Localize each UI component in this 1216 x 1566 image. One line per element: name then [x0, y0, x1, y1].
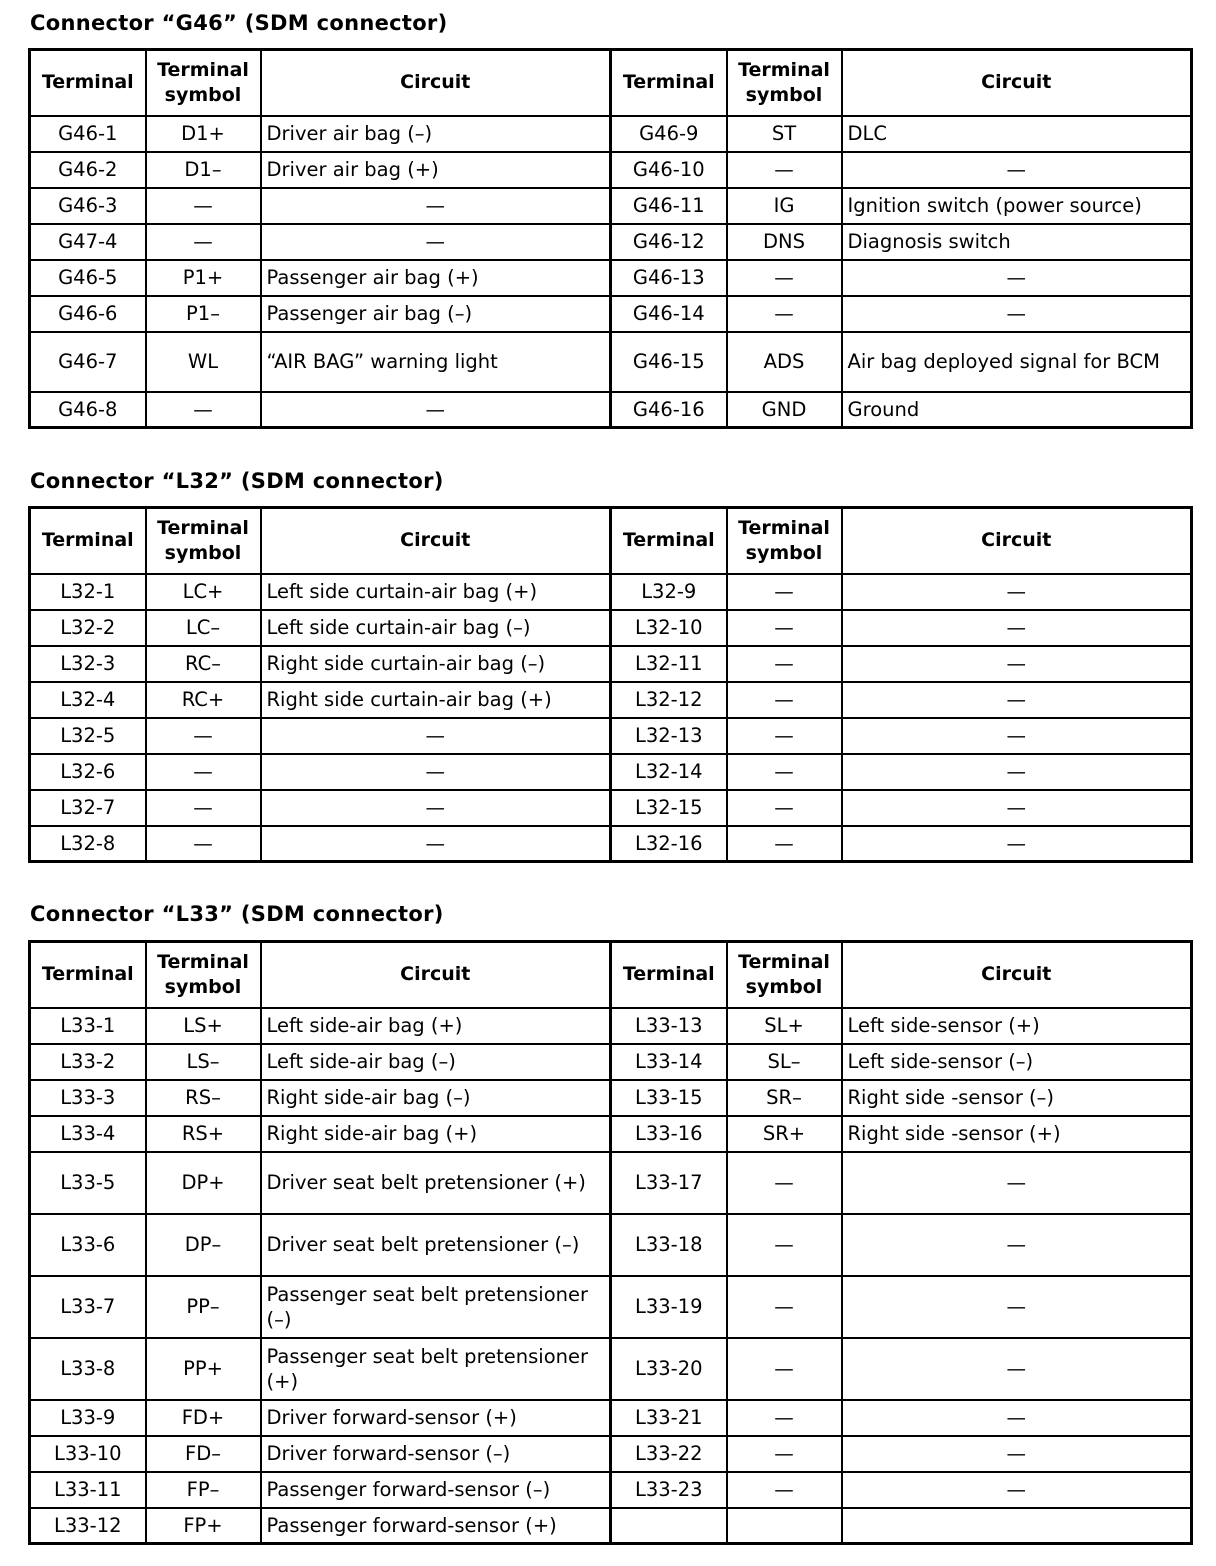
circuit-cell: Left side curtain-air bag (+): [261, 574, 611, 610]
circuit-cell: Right side-air bag (+): [261, 1116, 611, 1152]
circuit-cell: Ground: [842, 392, 1192, 428]
circuit-cell: Passenger air bag (–): [261, 296, 611, 332]
circuit-header: Circuit: [842, 942, 1192, 1008]
circuit-cell: DLC: [842, 116, 1192, 152]
terminal-cell: G46-11: [611, 188, 727, 224]
circuit-cell: —: [842, 1436, 1192, 1472]
terminal-symbol-cell: FD+: [146, 1400, 261, 1436]
terminal-symbol-cell: IG: [727, 188, 842, 224]
table-row: [30, 1508, 1192, 1544]
terminal-cell: L33-7: [30, 1276, 146, 1338]
terminal-symbol-cell: SR–: [727, 1080, 842, 1116]
table-row: [30, 392, 1192, 428]
table-row: [30, 826, 1192, 862]
terminal-symbol-cell: D1+: [146, 116, 261, 152]
table-row: [30, 682, 1192, 718]
terminal-symbol-cell: LC+: [146, 574, 261, 610]
circuit-cell: Right side-air bag (–): [261, 1080, 611, 1116]
terminal-symbol-cell: FP+: [146, 1508, 261, 1544]
terminal-symbol-cell: —: [727, 296, 842, 332]
terminal-cell: L32-4: [30, 682, 146, 718]
terminal-cell: L33-3: [30, 1080, 146, 1116]
g46-title: Connector “G46” (SDM connector): [30, 11, 448, 35]
circuit-cell: —: [261, 754, 611, 790]
terminal-header: Terminal: [30, 508, 146, 574]
terminal-cell: L32-6: [30, 754, 146, 790]
circuit-cell: Passenger seat belt pretensioner (–): [261, 1276, 611, 1338]
terminal-header: Terminal: [611, 508, 727, 574]
terminal-cell: L33-13: [611, 1008, 727, 1044]
circuit-header: Circuit: [261, 508, 611, 574]
terminal-symbol-cell: FD–: [146, 1436, 261, 1472]
circuit-cell: Driver seat belt pretensioner (–): [261, 1214, 611, 1276]
terminal-symbol-cell: —: [146, 224, 261, 260]
table-row: [30, 1116, 1192, 1152]
circuit-cell: —: [842, 1400, 1192, 1436]
terminal-symbol-cell: RC–: [146, 646, 261, 682]
circuit-cell: —: [842, 826, 1192, 862]
terminal-symbol-cell: —: [727, 826, 842, 862]
table-row: [30, 1276, 1192, 1338]
terminal-symbol-cell: DP–: [146, 1214, 261, 1276]
terminal-symbol-cell: —: [727, 1400, 842, 1436]
table-row: [30, 224, 1192, 260]
terminal-cell: L33-20: [611, 1338, 727, 1400]
terminal-symbol-cell: —: [727, 646, 842, 682]
terminal-symbol-cell: ST: [727, 116, 842, 152]
terminal-cell: G46-14: [611, 296, 727, 332]
table-row: [30, 260, 1192, 296]
table-row: [30, 1008, 1192, 1044]
terminal-cell: L33-23: [611, 1472, 727, 1508]
circuit-cell: —: [842, 646, 1192, 682]
terminal-cell: L33-15: [611, 1080, 727, 1116]
terminal-symbol-cell: —: [727, 682, 842, 718]
terminal-cell: L33-10: [30, 1436, 146, 1472]
terminal-symbol-cell: —: [727, 1214, 842, 1276]
circuit-cell: Left side curtain-air bag (–): [261, 610, 611, 646]
table-row: [30, 152, 1192, 188]
circuit-cell: Left side-air bag (+): [261, 1008, 611, 1044]
terminal-symbol-cell: —: [727, 1472, 842, 1508]
circuit-cell: Driver air bag (+): [261, 152, 611, 188]
circuit-cell: —: [842, 1152, 1192, 1214]
terminal-symbol-cell: P1–: [146, 296, 261, 332]
circuit-cell: Driver air bag (–): [261, 116, 611, 152]
terminal-symbol-cell: —: [727, 1436, 842, 1472]
l33-title: Connector “L33” (SDM connector): [30, 902, 444, 926]
table-row: [30, 116, 1192, 152]
terminal-cell: G46-8: [30, 392, 146, 428]
circuit-cell: Left side-air bag (–): [261, 1044, 611, 1080]
circuit-cell: Passenger forward-sensor (–): [261, 1472, 611, 1508]
circuit-cell: —: [842, 682, 1192, 718]
circuit-cell: “AIR BAG” warning light: [261, 332, 611, 392]
circuit-cell: —: [842, 574, 1192, 610]
l32-title: Connector “L32” (SDM connector): [30, 469, 444, 493]
terminal-cell: L32-1: [30, 574, 146, 610]
terminal-cell: L33-22: [611, 1436, 727, 1472]
circuit-header: Circuit: [261, 50, 611, 116]
table-row: [30, 1214, 1192, 1276]
terminal-symbol-header: Terminal symbol: [727, 508, 842, 574]
circuit-cell: —: [261, 188, 611, 224]
terminal-symbol-cell: —: [727, 610, 842, 646]
terminal-cell: L32-11: [611, 646, 727, 682]
terminal-header: Terminal: [611, 50, 727, 116]
header-row: [30, 50, 1192, 116]
terminal-cell: L33-14: [611, 1044, 727, 1080]
terminal-cell: G46-7: [30, 332, 146, 392]
terminal-cell: L33-12: [30, 1508, 146, 1544]
circuit-cell: Left side-sensor (–): [842, 1044, 1192, 1080]
circuit-cell: Right side curtain-air bag (–): [261, 646, 611, 682]
terminal-cell: L32-7: [30, 790, 146, 826]
terminal-cell: L33-6: [30, 1214, 146, 1276]
terminal-symbol-cell: —: [146, 754, 261, 790]
terminal-symbol-cell: LS+: [146, 1008, 261, 1044]
terminal-symbol-cell: DP+: [146, 1152, 261, 1214]
terminal-symbol-cell: D1–: [146, 152, 261, 188]
terminal-symbol-cell: PP–: [146, 1276, 261, 1338]
terminal-cell: L32-15: [611, 790, 727, 826]
circuit-cell: Air bag deployed signal for BCM: [842, 332, 1192, 392]
terminal-symbol-cell: —: [727, 754, 842, 790]
terminal-symbol-cell: P1+: [146, 260, 261, 296]
circuit-cell: —: [842, 718, 1192, 754]
terminal-symbol-header: Terminal symbol: [146, 508, 261, 574]
terminal-cell: G46-12: [611, 224, 727, 260]
circuit-cell: —: [261, 224, 611, 260]
terminal-cell: L32-14: [611, 754, 727, 790]
terminal-cell: G46-13: [611, 260, 727, 296]
circuit-cell: —: [842, 754, 1192, 790]
circuit-cell: —: [842, 1472, 1192, 1508]
table-row: [30, 1044, 1192, 1080]
table-row: [30, 1436, 1192, 1472]
terminal-symbol-cell: RS–: [146, 1080, 261, 1116]
terminal-cell: L33-1: [30, 1008, 146, 1044]
circuit-cell: Right side -sensor (+): [842, 1116, 1192, 1152]
terminal-symbol-cell: SL–: [727, 1044, 842, 1080]
circuit-cell: [842, 1508, 1192, 1544]
circuit-cell: Ignition switch (power source): [842, 188, 1192, 224]
circuit-cell: —: [842, 1276, 1192, 1338]
table-row: [30, 1400, 1192, 1436]
terminal-cell: L33-21: [611, 1400, 727, 1436]
terminal-symbol-cell: RC+: [146, 682, 261, 718]
circuit-cell: —: [261, 392, 611, 428]
circuit-cell: Passenger forward-sensor (+): [261, 1508, 611, 1544]
terminal-symbol-cell: [727, 1508, 842, 1544]
circuit-cell: Diagnosis switch: [842, 224, 1192, 260]
terminal-cell: G46-9: [611, 116, 727, 152]
circuit-cell: —: [842, 152, 1192, 188]
terminal-cell: L32-16: [611, 826, 727, 862]
terminal-cell: L32-12: [611, 682, 727, 718]
table-row: [30, 646, 1192, 682]
table-row: [30, 188, 1192, 224]
circuit-cell: Passenger seat belt pretensioner (+): [261, 1338, 611, 1400]
table-row: [30, 754, 1192, 790]
terminal-header: Terminal: [30, 50, 146, 116]
terminal-symbol-cell: DNS: [727, 224, 842, 260]
terminal-cell: L33-9: [30, 1400, 146, 1436]
terminal-symbol-cell: —: [727, 152, 842, 188]
terminal-symbol-cell: PP+: [146, 1338, 261, 1400]
terminal-header: Terminal: [30, 942, 146, 1008]
terminal-symbol-cell: —: [146, 718, 261, 754]
terminal-cell: L33-4: [30, 1116, 146, 1152]
circuit-cell: Passenger air bag (+): [261, 260, 611, 296]
terminal-symbol-header: Terminal symbol: [146, 50, 261, 116]
circuit-cell: —: [842, 296, 1192, 332]
terminal-symbol-header: Terminal symbol: [146, 942, 261, 1008]
terminal-cell: G46-15: [611, 332, 727, 392]
table-row: [30, 296, 1192, 332]
terminal-symbol-cell: SL+: [727, 1008, 842, 1044]
terminal-symbol-cell: FP–: [146, 1472, 261, 1508]
terminal-cell: L33-2: [30, 1044, 146, 1080]
terminal-cell: L33-17: [611, 1152, 727, 1214]
terminal-cell: L32-9: [611, 574, 727, 610]
circuit-cell: —: [261, 790, 611, 826]
terminal-cell: L33-16: [611, 1116, 727, 1152]
circuit-cell: Driver forward-sensor (–): [261, 1436, 611, 1472]
terminal-cell: L33-18: [611, 1214, 727, 1276]
terminal-cell: L32-3: [30, 646, 146, 682]
terminal-cell: G47-4: [30, 224, 146, 260]
terminal-symbol-cell: —: [727, 718, 842, 754]
terminal-cell: [611, 1508, 727, 1544]
terminal-symbol-cell: GND: [727, 392, 842, 428]
circuit-header: Circuit: [842, 508, 1192, 574]
circuit-cell: Left side-sensor (+): [842, 1008, 1192, 1044]
circuit-header: Circuit: [842, 50, 1192, 116]
terminal-symbol-cell: —: [727, 1152, 842, 1214]
circuit-cell: —: [261, 826, 611, 862]
terminal-cell: G46-10: [611, 152, 727, 188]
terminal-symbol-cell: —: [727, 260, 842, 296]
header-row: [30, 508, 1192, 574]
g46-table: [28, 48, 1193, 429]
terminal-symbol-header: Terminal symbol: [727, 942, 842, 1008]
terminal-cell: L32-8: [30, 826, 146, 862]
table-row: [30, 1472, 1192, 1508]
table-row: [30, 1338, 1192, 1400]
terminal-symbol-cell: SR+: [727, 1116, 842, 1152]
terminal-cell: G46-3: [30, 188, 146, 224]
terminal-symbol-cell: —: [727, 790, 842, 826]
circuit-cell: —: [842, 610, 1192, 646]
circuit-cell: —: [842, 260, 1192, 296]
table-row: [30, 718, 1192, 754]
circuit-cell: Right side curtain-air bag (+): [261, 682, 611, 718]
circuit-cell: Driver forward-sensor (+): [261, 1400, 611, 1436]
terminal-symbol-cell: LS–: [146, 1044, 261, 1080]
terminal-cell: L33-19: [611, 1276, 727, 1338]
terminal-cell: G46-2: [30, 152, 146, 188]
terminal-symbol-cell: —: [727, 1338, 842, 1400]
table-row: [30, 332, 1192, 392]
terminal-cell: L33-11: [30, 1472, 146, 1508]
table-row: [30, 1152, 1192, 1214]
terminal-symbol-header: Terminal symbol: [727, 50, 842, 116]
terminal-cell: G46-16: [611, 392, 727, 428]
terminal-symbol-cell: ADS: [727, 332, 842, 392]
terminal-symbol-cell: WL: [146, 332, 261, 392]
terminal-cell: L33-5: [30, 1152, 146, 1214]
circuit-cell: —: [261, 718, 611, 754]
circuit-cell: Right side -sensor (–): [842, 1080, 1192, 1116]
table-row: [30, 610, 1192, 646]
terminal-cell: G46-6: [30, 296, 146, 332]
circuit-header: Circuit: [261, 942, 611, 1008]
circuit-cell: —: [842, 1338, 1192, 1400]
terminal-cell: L32-2: [30, 610, 146, 646]
terminal-header: Terminal: [611, 942, 727, 1008]
circuit-cell: Driver seat belt pretensioner (+): [261, 1152, 611, 1214]
terminal-symbol-cell: LC–: [146, 610, 261, 646]
l32-table: [28, 506, 1193, 863]
table-row: [30, 574, 1192, 610]
terminal-symbol-cell: —: [146, 826, 261, 862]
l33-table: [28, 940, 1193, 1545]
terminal-cell: L33-8: [30, 1338, 146, 1400]
terminal-symbol-cell: —: [146, 188, 261, 224]
terminal-cell: G46-5: [30, 260, 146, 296]
terminal-cell: G46-1: [30, 116, 146, 152]
table-row: [30, 1080, 1192, 1116]
circuit-cell: —: [842, 1214, 1192, 1276]
terminal-symbol-cell: —: [727, 574, 842, 610]
terminal-symbol-cell: —: [146, 790, 261, 826]
terminal-cell: L32-5: [30, 718, 146, 754]
table-row: [30, 790, 1192, 826]
terminal-cell: L32-10: [611, 610, 727, 646]
terminal-symbol-cell: —: [727, 1276, 842, 1338]
terminal-symbol-cell: RS+: [146, 1116, 261, 1152]
circuit-cell: —: [842, 790, 1192, 826]
terminal-symbol-cell: —: [146, 392, 261, 428]
terminal-cell: L32-13: [611, 718, 727, 754]
header-row: [30, 942, 1192, 1008]
